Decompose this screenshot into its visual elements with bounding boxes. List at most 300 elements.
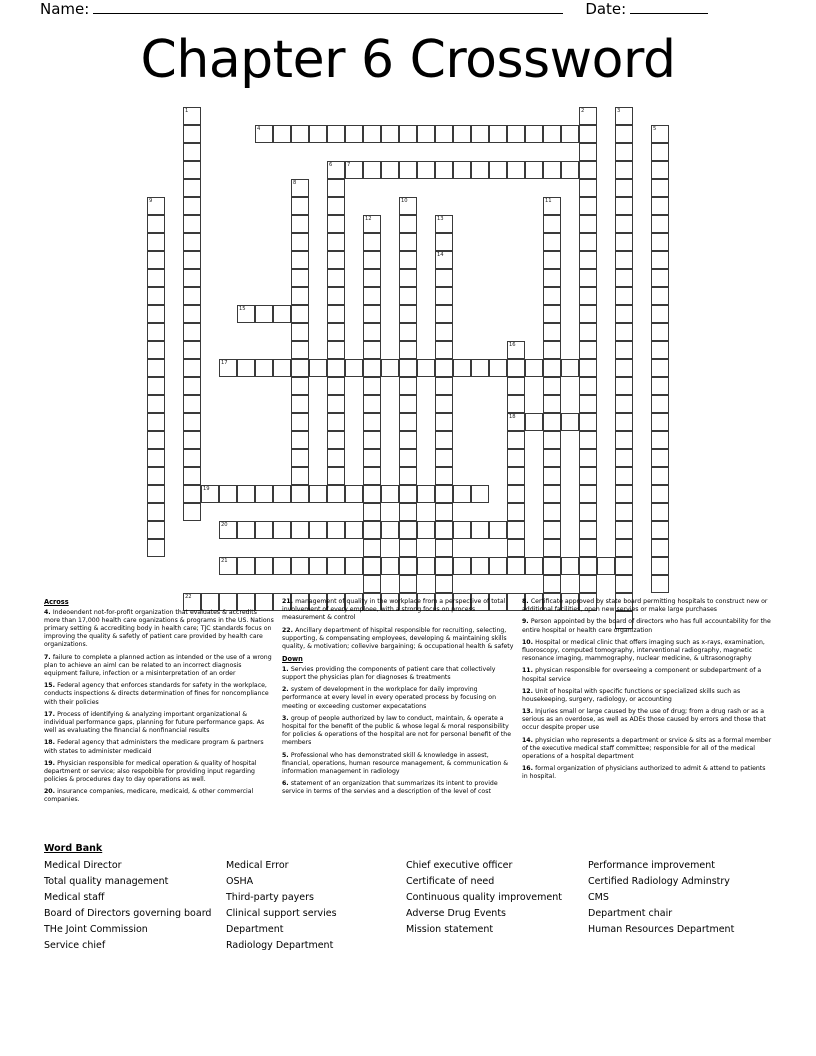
grid-cell[interactable] [363,269,381,287]
grid-cell[interactable] [183,359,201,377]
grid-cell[interactable] [615,107,633,125]
grid-cell[interactable] [291,395,309,413]
word-bank-item[interactable]: Human Resources Department [588,924,735,935]
word-bank-item[interactable]: Certificate of need [406,876,495,887]
grid-cell[interactable] [273,125,291,143]
grid-cell[interactable] [327,305,345,323]
grid-cell[interactable] [543,359,561,377]
grid-cell[interactable] [651,215,669,233]
grid-cell[interactable] [543,503,561,521]
grid-cell[interactable] [543,377,561,395]
grid-cell[interactable] [579,233,597,251]
grid-cell[interactable] [381,485,399,503]
grid-cell[interactable] [147,323,165,341]
grid-cell[interactable] [507,521,525,539]
grid-cell[interactable] [615,197,633,215]
grid-cell[interactable] [579,395,597,413]
word-bank-item[interactable]: Certified Radiology Adminstry [588,876,730,887]
word-bank-item[interactable]: OSHA [226,876,254,887]
grid-cell[interactable] [291,431,309,449]
grid-cell[interactable] [291,305,309,323]
grid-cell[interactable] [291,377,309,395]
grid-cell[interactable] [561,161,579,179]
grid-cell[interactable] [507,485,525,503]
grid-cell[interactable] [579,269,597,287]
grid-cell[interactable] [327,449,345,467]
grid-cell[interactable] [417,557,435,575]
grid-cell[interactable] [615,449,633,467]
grid-cell[interactable] [651,269,669,287]
grid-cell[interactable] [183,179,201,197]
grid-cell[interactable] [183,287,201,305]
grid-cell[interactable] [363,305,381,323]
grid-cell[interactable] [651,485,669,503]
grid-cell[interactable] [291,359,309,377]
grid-cell[interactable] [435,323,453,341]
grid-cell[interactable] [183,341,201,359]
grid-cell[interactable] [615,467,633,485]
grid-cell[interactable] [399,557,417,575]
grid-cell[interactable] [327,179,345,197]
word-bank-item[interactable]: THe Joint Commission [44,924,148,935]
grid-cell[interactable] [453,485,471,503]
grid-cell[interactable] [363,485,381,503]
grid-cell[interactable] [327,485,345,503]
grid-cell[interactable] [561,359,579,377]
grid-cell[interactable] [435,233,453,251]
grid-cell[interactable] [435,251,453,269]
grid-cell[interactable] [327,377,345,395]
grid-cell[interactable] [147,395,165,413]
word-bank-item[interactable]: Performance improvement [588,860,715,871]
grid-cell[interactable] [417,359,435,377]
grid-cell[interactable] [543,431,561,449]
grid-cell[interactable] [615,161,633,179]
grid-cell[interactable] [579,575,597,593]
grid-cell[interactable] [615,485,633,503]
grid-cell[interactable] [579,485,597,503]
grid-cell[interactable] [363,251,381,269]
grid-cell[interactable] [183,323,201,341]
grid-cell[interactable] [651,359,669,377]
grid-cell[interactable] [363,395,381,413]
grid-cell[interactable] [237,359,255,377]
grid-cell[interactable] [579,557,597,575]
grid-cell[interactable] [255,305,273,323]
grid-cell[interactable] [201,485,219,503]
grid-cell[interactable] [435,557,453,575]
grid-cell[interactable] [273,485,291,503]
grid-cell[interactable] [651,521,669,539]
grid-cell[interactable] [399,485,417,503]
grid-cell[interactable] [291,467,309,485]
grid-cell[interactable] [579,197,597,215]
grid-cell[interactable] [507,557,525,575]
grid-cell[interactable] [237,557,255,575]
grid-cell[interactable] [651,323,669,341]
word-bank-item[interactable]: Chief executive officer [406,860,513,871]
grid-cell[interactable] [435,125,453,143]
grid-cell[interactable] [399,395,417,413]
grid-cell[interactable] [615,395,633,413]
grid-cell[interactable] [651,197,669,215]
grid-cell[interactable] [363,341,381,359]
grid-cell[interactable] [525,359,543,377]
word-bank-item[interactable]: CMS [588,892,609,903]
grid-cell[interactable] [489,521,507,539]
grid-cell[interactable] [651,179,669,197]
grid-cell[interactable] [399,269,417,287]
grid-cell[interactable] [399,467,417,485]
grid-cell[interactable] [237,485,255,503]
grid-cell[interactable] [363,413,381,431]
grid-cell[interactable] [543,449,561,467]
grid-cell[interactable] [435,413,453,431]
grid-cell[interactable] [183,197,201,215]
grid-cell[interactable] [291,485,309,503]
grid-cell[interactable] [255,521,273,539]
word-bank-item[interactable]: Department chair [588,908,673,919]
grid-cell[interactable] [435,539,453,557]
grid-cell[interactable] [147,485,165,503]
grid-cell[interactable] [435,431,453,449]
grid-cell[interactable] [507,449,525,467]
grid-cell[interactable] [147,215,165,233]
grid-cell[interactable] [255,485,273,503]
grid-cell[interactable] [507,431,525,449]
grid-cell[interactable] [651,467,669,485]
grid-cell[interactable] [471,359,489,377]
grid-cell[interactable] [255,125,273,143]
grid-cell[interactable] [399,359,417,377]
grid-cell[interactable] [291,233,309,251]
grid-cell[interactable] [147,377,165,395]
grid-cell[interactable] [615,521,633,539]
grid-cell[interactable] [561,557,579,575]
grid-cell[interactable] [579,341,597,359]
grid-cell[interactable] [399,413,417,431]
grid-cell[interactable] [219,557,237,575]
grid-cell[interactable] [237,521,255,539]
grid-cell[interactable] [579,503,597,521]
grid-cell[interactable] [399,197,417,215]
grid-cell[interactable] [273,305,291,323]
grid-cell[interactable] [291,215,309,233]
grid-cell[interactable] [363,359,381,377]
grid-cell[interactable] [489,125,507,143]
grid-cell[interactable] [381,359,399,377]
grid-cell[interactable] [435,521,453,539]
grid-cell[interactable] [399,377,417,395]
grid-cell[interactable] [327,395,345,413]
grid-cell[interactable] [543,251,561,269]
grid-cell[interactable] [345,521,363,539]
grid-cell[interactable] [183,143,201,161]
grid-cell[interactable] [399,305,417,323]
grid-cell[interactable] [507,161,525,179]
grid-cell[interactable] [543,197,561,215]
grid-cell[interactable] [363,233,381,251]
grid-cell[interactable] [615,305,633,323]
grid-cell[interactable] [651,287,669,305]
grid-cell[interactable] [399,341,417,359]
grid-cell[interactable] [183,251,201,269]
grid-cell[interactable] [507,413,525,431]
grid-cell[interactable] [327,269,345,287]
grid-cell[interactable] [417,125,435,143]
word-bank-item[interactable]: Board of Directors governing board [44,908,212,919]
grid-cell[interactable] [363,287,381,305]
grid-cell[interactable] [255,557,273,575]
grid-cell[interactable] [471,485,489,503]
grid-cell[interactable] [291,557,309,575]
grid-cell[interactable] [363,503,381,521]
grid-cell[interactable] [543,485,561,503]
grid-cell[interactable] [471,521,489,539]
grid-cell[interactable] [615,143,633,161]
grid-cell[interactable] [183,269,201,287]
grid-cell[interactable] [579,143,597,161]
grid-cell[interactable] [327,467,345,485]
grid-cell[interactable] [399,431,417,449]
grid-cell[interactable] [453,557,471,575]
grid-cell[interactable] [291,323,309,341]
grid-cell[interactable] [435,269,453,287]
grid-cell[interactable] [543,125,561,143]
grid-cell[interactable] [381,161,399,179]
grid-cell[interactable] [579,161,597,179]
grid-cell[interactable] [435,503,453,521]
grid-cell[interactable] [543,305,561,323]
grid-cell[interactable] [435,287,453,305]
grid-cell[interactable] [147,449,165,467]
grid-cell[interactable] [147,431,165,449]
grid-cell[interactable] [381,125,399,143]
grid-cell[interactable] [399,449,417,467]
grid-cell[interactable] [507,395,525,413]
grid-cell[interactable] [363,377,381,395]
grid-cell[interactable] [543,161,561,179]
grid-cell[interactable] [309,521,327,539]
grid-cell[interactable] [615,539,633,557]
grid-cell[interactable] [291,179,309,197]
grid-cell[interactable] [417,161,435,179]
grid-cell[interactable] [363,521,381,539]
grid-cell[interactable] [651,143,669,161]
grid-cell[interactable] [615,179,633,197]
grid-cell[interactable] [543,539,561,557]
grid-cell[interactable] [291,521,309,539]
grid-cell[interactable] [615,431,633,449]
grid-cell[interactable] [219,359,237,377]
grid-cell[interactable] [183,125,201,143]
grid-cell[interactable] [363,431,381,449]
grid-cell[interactable] [561,125,579,143]
grid-cell[interactable] [615,503,633,521]
grid-cell[interactable] [525,557,543,575]
grid-cell[interactable] [651,395,669,413]
grid-cell[interactable] [327,557,345,575]
grid-cell[interactable] [183,377,201,395]
grid-cell[interactable] [651,539,669,557]
grid-cell[interactable] [579,359,597,377]
grid-cell[interactable] [579,305,597,323]
grid-cell[interactable] [579,467,597,485]
grid-cell[interactable] [399,287,417,305]
grid-cell[interactable] [435,575,453,593]
grid-cell[interactable] [309,125,327,143]
grid-cell[interactable] [363,467,381,485]
grid-cell[interactable] [453,359,471,377]
grid-cell[interactable] [273,521,291,539]
grid-cell[interactable] [183,503,201,521]
word-bank-item[interactable]: Medical Error [226,860,289,871]
grid-cell[interactable] [471,557,489,575]
grid-cell[interactable] [147,467,165,485]
grid-cell[interactable] [651,431,669,449]
grid-cell[interactable] [183,413,201,431]
grid-cell[interactable] [507,341,525,359]
grid-cell[interactable] [543,413,561,431]
grid-cell[interactable] [237,305,255,323]
grid-cell[interactable] [579,179,597,197]
grid-cell[interactable] [507,539,525,557]
grid-cell[interactable] [345,161,363,179]
grid-cell[interactable] [543,287,561,305]
grid-cell[interactable] [363,557,381,575]
grid-cell[interactable] [399,215,417,233]
grid-cell[interactable] [453,125,471,143]
grid-cell[interactable] [615,413,633,431]
grid-cell[interactable] [507,125,525,143]
grid-cell[interactable] [399,575,417,593]
grid-cell[interactable] [147,521,165,539]
grid-cell[interactable] [651,161,669,179]
grid-cell[interactable] [183,107,201,125]
grid-cell[interactable] [327,251,345,269]
grid-cell[interactable] [579,413,597,431]
grid-cell[interactable] [327,521,345,539]
word-bank-item[interactable]: Clinical support servies [226,908,337,919]
grid-cell[interactable] [525,413,543,431]
grid-cell[interactable] [615,251,633,269]
grid-cell[interactable] [597,557,615,575]
grid-cell[interactable] [579,377,597,395]
grid-cell[interactable] [651,449,669,467]
grid-cell[interactable] [417,521,435,539]
grid-cell[interactable] [615,557,633,575]
grid-cell[interactable] [219,521,237,539]
grid-cell[interactable] [579,251,597,269]
grid-cell[interactable] [399,233,417,251]
grid-cell[interactable] [561,413,579,431]
grid-cell[interactable] [327,413,345,431]
grid-cell[interactable] [291,287,309,305]
grid-cell[interactable] [435,359,453,377]
grid-cell[interactable] [291,341,309,359]
grid-cell[interactable] [579,323,597,341]
grid-cell[interactable] [471,125,489,143]
grid-cell[interactable] [183,215,201,233]
grid-cell[interactable] [363,449,381,467]
grid-cell[interactable] [183,467,201,485]
grid-cell[interactable] [543,557,561,575]
grid-cell[interactable] [615,287,633,305]
grid-cell[interactable] [579,125,597,143]
grid-cell[interactable] [579,539,597,557]
grid-cell[interactable] [651,377,669,395]
grid-cell[interactable] [453,161,471,179]
grid-cell[interactable] [543,467,561,485]
word-bank-item[interactable]: Total quality management [44,876,169,887]
grid-cell[interactable] [147,359,165,377]
word-bank-item[interactable]: Radiology Department [226,940,334,951]
grid-cell[interactable] [291,197,309,215]
grid-cell[interactable] [525,161,543,179]
grid-cell[interactable] [435,377,453,395]
grid-cell[interactable] [183,305,201,323]
grid-cell[interactable] [651,575,669,593]
grid-cell[interactable] [147,503,165,521]
grid-cell[interactable] [327,233,345,251]
grid-cell[interactable] [507,359,525,377]
grid-cell[interactable] [147,539,165,557]
grid-cell[interactable] [345,485,363,503]
grid-cell[interactable] [579,449,597,467]
grid-cell[interactable] [651,251,669,269]
grid-cell[interactable] [543,575,561,593]
grid-cell[interactable] [273,359,291,377]
grid-cell[interactable] [543,233,561,251]
grid-cell[interactable] [651,341,669,359]
grid-cell[interactable] [291,125,309,143]
grid-cell[interactable] [183,395,201,413]
grid-cell[interactable] [399,125,417,143]
grid-cell[interactable] [147,305,165,323]
grid-cell[interactable] [435,305,453,323]
grid-cell[interactable] [183,161,201,179]
grid-cell[interactable] [615,215,633,233]
grid-cell[interactable] [615,359,633,377]
grid-cell[interactable] [345,359,363,377]
grid-cell[interactable] [579,431,597,449]
grid-cell[interactable] [543,269,561,287]
grid-cell[interactable] [309,359,327,377]
grid-cell[interactable] [147,251,165,269]
grid-cell[interactable] [381,521,399,539]
grid-cell[interactable] [435,449,453,467]
word-bank-item[interactable]: Medical staff [44,892,105,903]
grid-cell[interactable] [651,557,669,575]
grid-cell[interactable] [579,107,597,125]
grid-cell[interactable] [615,377,633,395]
grid-cell[interactable] [543,395,561,413]
grid-cell[interactable] [399,323,417,341]
grid-cell[interactable] [363,539,381,557]
grid-cell[interactable] [309,485,327,503]
grid-cell[interactable] [453,521,471,539]
grid-cell[interactable] [327,341,345,359]
grid-cell[interactable] [183,449,201,467]
grid-cell[interactable] [399,503,417,521]
grid-cell[interactable] [543,521,561,539]
grid-cell[interactable] [435,467,453,485]
grid-cell[interactable] [255,359,273,377]
grid-cell[interactable] [615,269,633,287]
grid-cell[interactable] [147,269,165,287]
grid-cell[interactable] [363,575,381,593]
grid-cell[interactable] [147,233,165,251]
